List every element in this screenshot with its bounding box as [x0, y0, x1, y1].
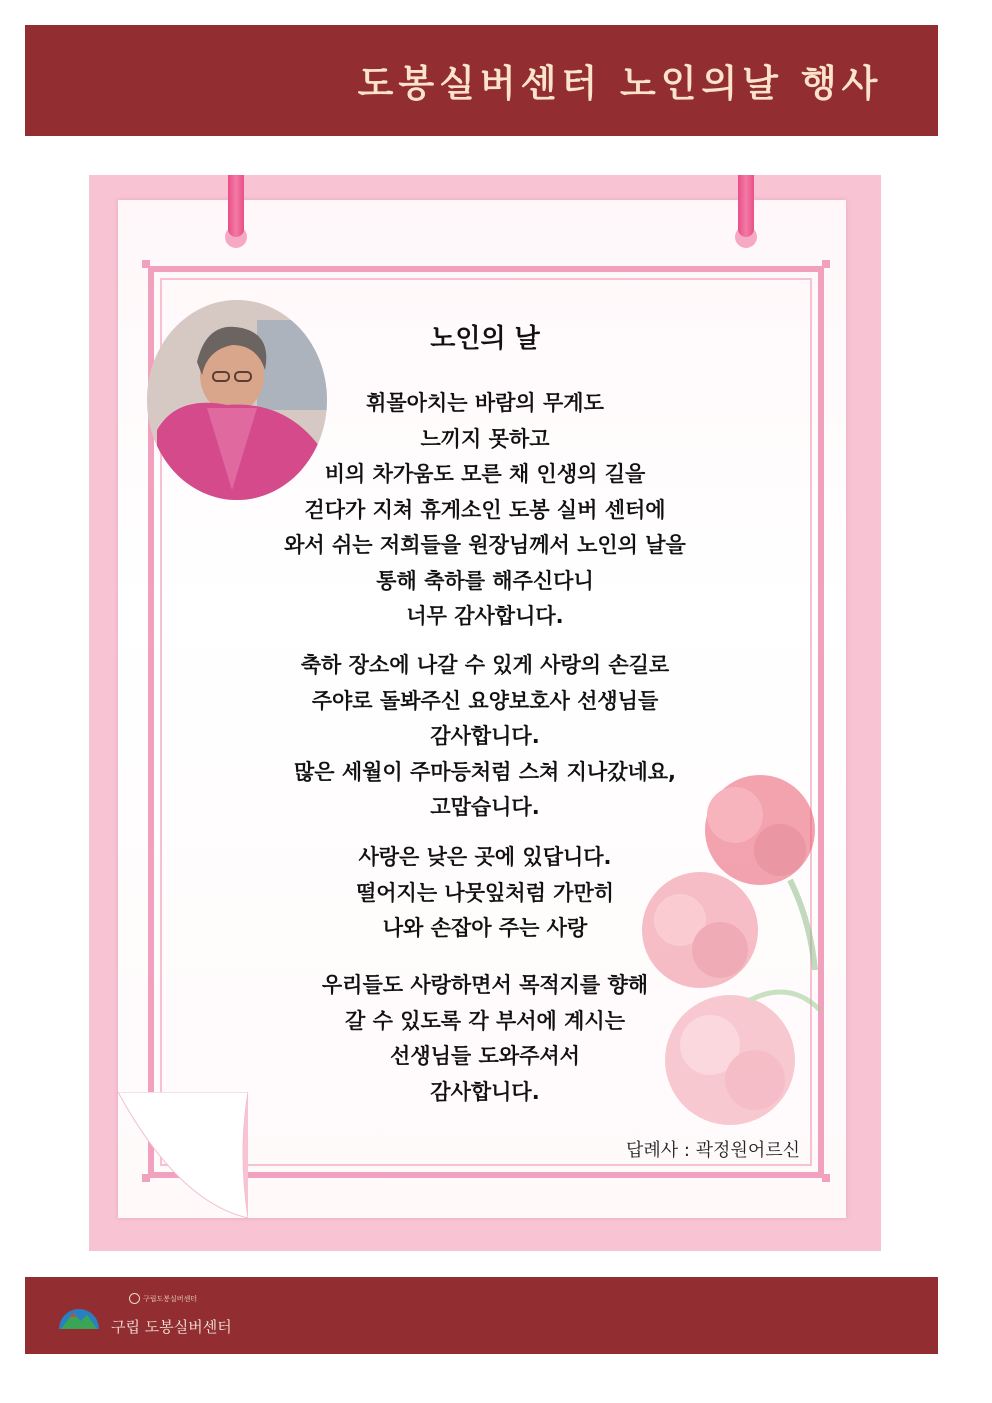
page-curl-corner: [118, 1092, 248, 1218]
poem-line: 와서 쉬는 저희들을 원장님께서 노인의 날을: [284, 533, 686, 557]
poem-stanza-1: [200, 386, 770, 635]
footer-banner: [25, 1277, 938, 1354]
header-banner: [25, 25, 938, 136]
poem-line: 우리들도 사랑하면서 목적지를 향해: [321, 973, 649, 997]
frame-corner: [822, 260, 830, 268]
poem-line: 많은 세월이 주마등처럼 스쳐 지나갔네요,: [293, 759, 677, 784]
pin-right-icon: [738, 175, 754, 237]
poem-line: 선생님들 도와주셔서: [390, 1044, 580, 1068]
poem-stanza-2: [200, 648, 770, 826]
poem-title: 노인의 날: [430, 324, 540, 354]
poem-signature: 답례사 : 곽정원어르신: [626, 1140, 800, 1161]
pin-left-icon: [228, 175, 244, 237]
mountain-logo-icon: [57, 1299, 101, 1331]
logo-subtext: 구립도봉실버센터: [129, 1293, 197, 1304]
page-title: 도봉실버센터 노인의날 행사: [357, 62, 883, 105]
poem-stanza-3: [200, 840, 770, 947]
poem-line: 갈 수 있도록 각 부서에 계시는: [345, 1008, 625, 1033]
poem-line: 감사합니다.: [430, 1079, 540, 1104]
poem-line: 사랑은 낮은 곳에 있답니다.: [358, 845, 612, 869]
emblem-icon: [129, 1293, 140, 1304]
poem-line: 걷다가 지쳐 휴게소인 도봉 실버 센터에: [304, 497, 666, 522]
poem-line: 축하 장소에 나갈 수 있게 사랑의 손길로: [300, 653, 670, 677]
poem-line: 나와 손잡아 주는 사랑: [382, 916, 588, 940]
poem-line: 고맙습니다.: [430, 795, 540, 819]
poem-line: 떨어지는 나뭇잎처럼 가만히: [355, 880, 615, 905]
poem-line: 느끼지 못하고: [420, 426, 550, 451]
poem-line: 통해 축하를 해주신다니: [376, 568, 594, 593]
poem-line: 주야로 돌봐주신 요양보호사 선생님들: [311, 688, 659, 713]
frame-corner: [822, 1174, 830, 1182]
poem-line: 비의 차가움도 모른 채 인생의 길을: [324, 462, 646, 486]
poem-line: 감사합니다.: [430, 724, 540, 748]
poem-stanza-4: [200, 968, 770, 1110]
logo-name: 구립 도봉실버센터: [111, 1318, 232, 1336]
poem-line: 너무 감사합니다.: [406, 604, 564, 628]
frame-corner: [142, 260, 150, 268]
poem-line: 휘몰아치는 바람의 무게도: [366, 391, 604, 415]
